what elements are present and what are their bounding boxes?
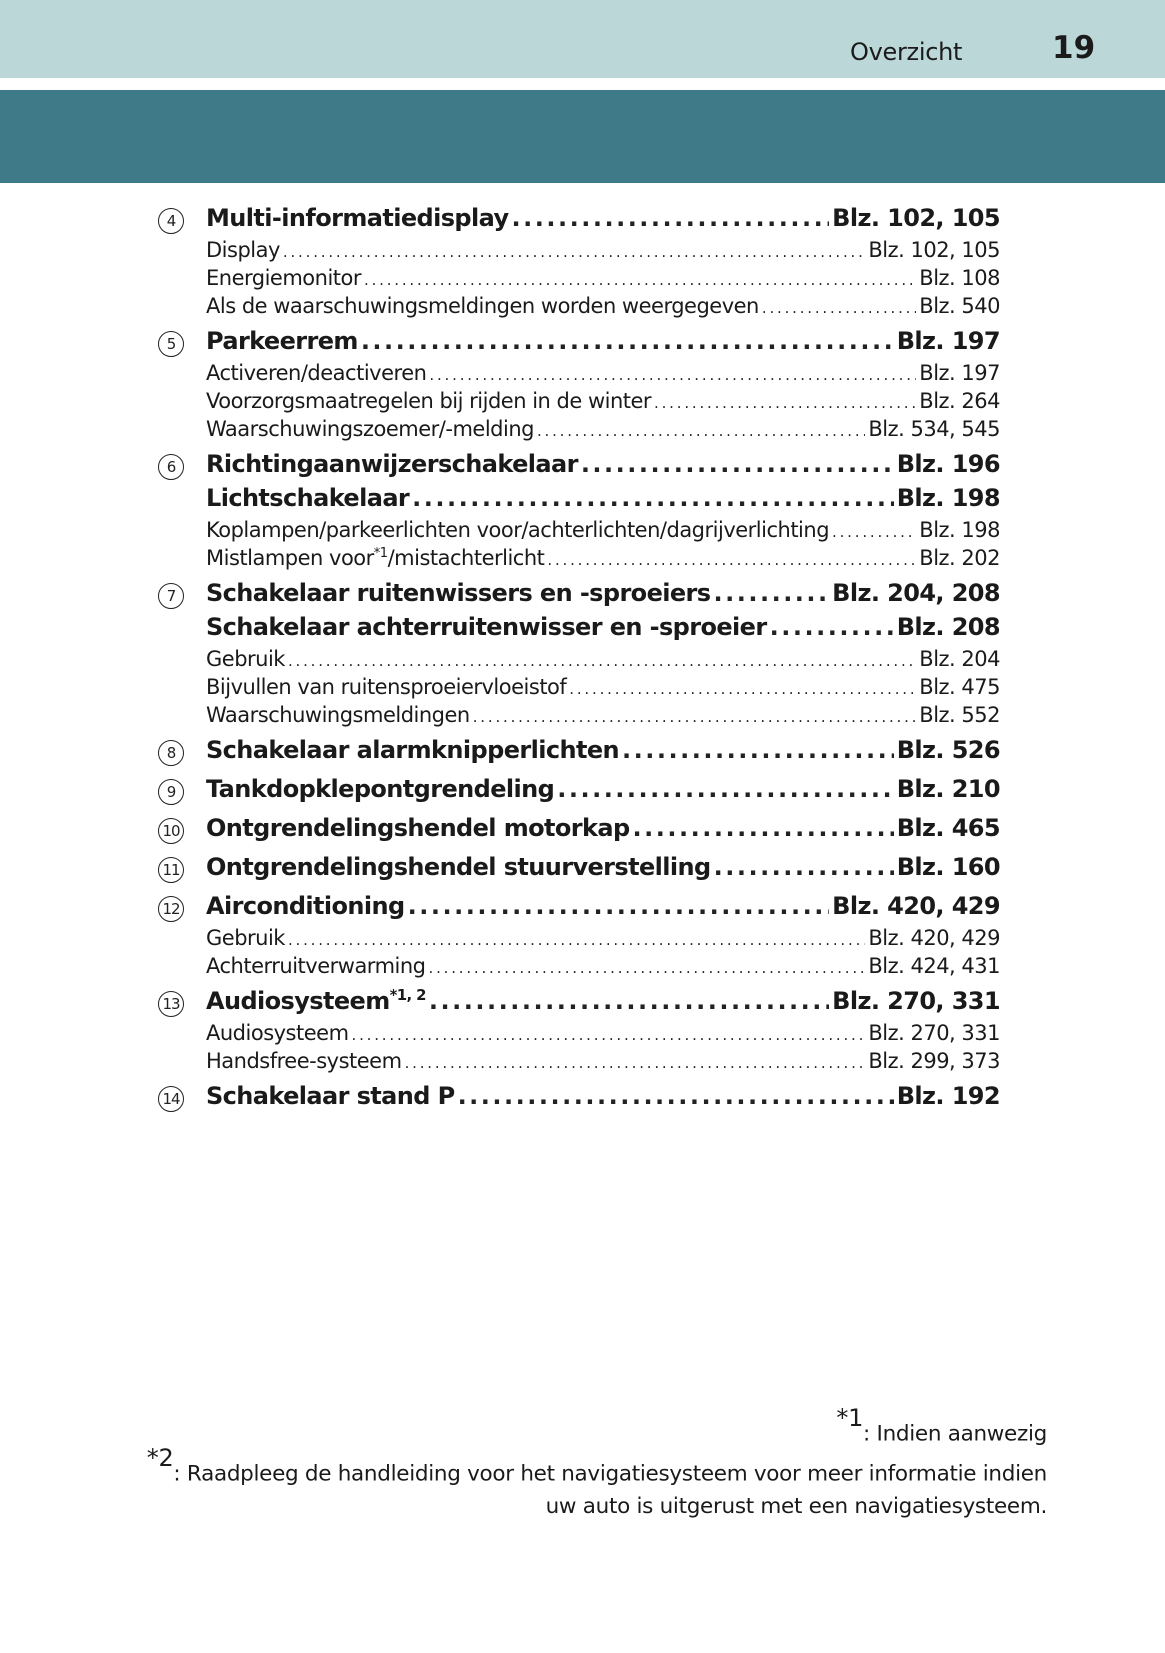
- toc-label: [206, 294, 759, 318]
- toc-label: [206, 954, 426, 978]
- page-reference: Blz. 420, 429: [868, 926, 1000, 950]
- toc-label-text: Schakelaar alarmknipperlichten: [206, 736, 620, 764]
- toc-label-text: Ontgrendelingshendel stuurverstelling: [206, 853, 711, 881]
- chapter-band: [0, 90, 1165, 183]
- page-reference: Blz. 196: [896, 450, 1000, 478]
- toc-subitem: [206, 675, 1000, 703]
- toc-label-text: Tankdopklepontgrendeling: [206, 775, 555, 803]
- dot-leader: [458, 1082, 894, 1110]
- dot-leader: [537, 422, 865, 440]
- footnotes: [127, 1404, 1047, 1523]
- toc-label-text: Multi-informatiedisplay: [206, 204, 509, 232]
- toc-label: [206, 703, 470, 727]
- toc-label-text: Activeren/deactiveren: [206, 361, 427, 385]
- page-reference: Blz. 102, 105: [832, 204, 1000, 232]
- toc-heading: [206, 579, 1000, 613]
- toc-label: [206, 484, 409, 512]
- toc-subitem: [206, 1049, 1000, 1077]
- toc-entry: [158, 775, 1000, 809]
- toc-label-text: Energiemonitor: [206, 266, 362, 290]
- toc-label-text: Als de waarschuwingsmeldingen worden weergegeven: [206, 294, 759, 318]
- toc-subitem: [206, 926, 1000, 954]
- toc-label: [206, 1049, 402, 1073]
- dot-leader: [361, 327, 894, 355]
- callout-number: 8: [158, 740, 184, 766]
- callout-number: 12: [158, 896, 184, 922]
- toc-heading: [206, 775, 1000, 809]
- header-band: [0, 0, 1165, 78]
- toc-label: [206, 450, 578, 478]
- callout-number: 14: [158, 1086, 184, 1112]
- footnote-2: [127, 1444, 1047, 1522]
- dot-leader: [770, 613, 894, 641]
- dot-leader: [557, 775, 894, 803]
- page-reference: Blz. 198: [919, 518, 1000, 542]
- footnote-mark: *1: [836, 1404, 864, 1432]
- callout-number: 4: [158, 208, 184, 234]
- toc-label-text: Voorzorgsmaatregelen bij rijden in de winter: [206, 389, 652, 413]
- toc-label: [206, 675, 566, 699]
- page-reference: Blz. 475: [919, 675, 1000, 699]
- toc-label: [206, 266, 361, 290]
- page-reference: Blz. 192: [896, 1082, 1000, 1110]
- footnote-text: : Raadpleeg de handleiding voor het navigatiesysteem voor meer informatie indien uw auto is uitgerust met een navigatiesysteem.: [173, 1461, 1047, 1519]
- toc-label: [206, 579, 710, 607]
- toc-heading: [206, 450, 1000, 484]
- dot-leader: [622, 736, 894, 764]
- callout-number: 6: [158, 454, 184, 480]
- dot-leader: [633, 814, 894, 842]
- toc-label: [206, 647, 285, 671]
- callout-number: 10: [158, 818, 184, 844]
- dot-leader: [713, 579, 829, 607]
- page-reference: Blz. 210: [896, 775, 1000, 803]
- toc-entry: [158, 1082, 1000, 1116]
- page-reference: Blz. 270, 331: [832, 987, 1000, 1015]
- toc-label-text: Handsfree-systeem: [206, 1049, 402, 1073]
- toc-label-text: Lichtschakelaar: [206, 484, 410, 512]
- toc-entry: [158, 853, 1000, 887]
- dot-leader: [412, 484, 894, 512]
- callout-number: 11: [158, 857, 184, 883]
- page-reference: Blz. 465: [896, 814, 1000, 842]
- toc-entry: [158, 814, 1000, 848]
- toc-label: [206, 417, 534, 441]
- toc-label-text: Waarschuwingszoemer/-melding: [206, 417, 534, 441]
- footnote-ref: *1: [373, 546, 388, 562]
- dot-leader: [288, 931, 865, 949]
- toc-subitem: [206, 361, 1000, 389]
- dot-leader: [288, 652, 916, 670]
- toc-label-text: Schakelaar stand P: [206, 1082, 455, 1110]
- toc-entry: [158, 579, 1000, 731]
- footnote-mark: *2: [146, 1444, 174, 1473]
- toc-heading: [206, 204, 1000, 238]
- toc-entry: [158, 987, 1000, 1077]
- toc-label-text: Koplampen/parkeerlichten voor/achterlichten/dagrijverlichting: [206, 518, 830, 542]
- toc-list: [158, 204, 1000, 1121]
- footnote-ref: *1, 2: [389, 986, 426, 1005]
- page-reference: Blz. 204, 208: [832, 579, 1000, 607]
- toc-label-text: /mistachterlicht: [387, 546, 545, 570]
- page-reference: Blz. 102, 105: [868, 238, 1000, 262]
- dot-leader: [512, 204, 830, 232]
- toc-label-text: Richtingaanwijzerschakelaar: [206, 450, 578, 478]
- footnote-1: [127, 1404, 1047, 1447]
- section-title: Overzicht: [850, 38, 963, 66]
- toc-label: [206, 814, 630, 842]
- toc-label: [206, 736, 619, 764]
- toc-label-text: Achterruitverwarming: [206, 954, 426, 978]
- toc-heading: [206, 814, 1000, 848]
- dot-leader: [654, 394, 916, 412]
- toc-label-text: Display: [206, 238, 280, 262]
- toc-subitem: [206, 389, 1000, 417]
- page-reference: Blz. 424, 431: [868, 954, 1000, 978]
- toc-heading: [206, 1082, 1000, 1116]
- dot-leader: [762, 299, 916, 317]
- toc-label: [206, 1021, 349, 1045]
- toc-entry: [158, 892, 1000, 982]
- dot-leader: [408, 892, 830, 920]
- toc-heading: [206, 484, 1000, 518]
- toc-label-text: Schakelaar ruitenwissers en -sproeiers: [206, 579, 711, 607]
- toc-label: [206, 238, 280, 262]
- page-reference: Blz. 540: [919, 294, 1000, 318]
- toc-subitem: [206, 294, 1000, 322]
- dot-leader: [473, 708, 917, 726]
- toc-label: [206, 327, 358, 355]
- toc-heading: [206, 736, 1000, 770]
- toc-entry: [158, 204, 1000, 322]
- toc-label: [206, 389, 651, 413]
- page-reference: Blz. 208: [896, 613, 1000, 641]
- toc-label-text: Gebruik: [206, 926, 285, 950]
- dot-leader: [364, 271, 916, 289]
- toc-label-text: Waarschuwingsmeldingen: [206, 703, 470, 727]
- toc-heading: [206, 892, 1000, 926]
- page-reference: Blz. 534, 545: [868, 417, 1000, 441]
- dot-leader: [429, 987, 829, 1015]
- page-reference: Blz. 197: [896, 327, 1000, 355]
- toc-entry: [158, 450, 1000, 574]
- page-reference: Blz. 526: [896, 736, 1000, 764]
- toc-entry: [158, 736, 1000, 770]
- dot-leader: [352, 1026, 866, 1044]
- toc-label-text: Audiosysteem: [206, 987, 390, 1015]
- page-reference: Blz. 552: [919, 703, 1000, 727]
- toc-subitem: [206, 518, 1000, 546]
- toc-subitem: [206, 647, 1000, 675]
- dot-leader: [714, 853, 894, 881]
- toc-label-text: Schakelaar achterruitenwisser en -sproeier: [206, 613, 767, 641]
- toc-label: [206, 613, 767, 641]
- page-reference: Blz. 264: [919, 389, 1000, 413]
- callout-number: 9: [158, 779, 184, 805]
- dot-leader: [283, 243, 865, 261]
- toc-subitem: [206, 703, 1000, 731]
- footnote-text: : Indien aanwezig: [863, 1421, 1047, 1447]
- toc-label: [206, 204, 509, 232]
- toc-subitem: [206, 266, 1000, 294]
- toc-subitem: [206, 1021, 1000, 1049]
- dot-leader: [569, 680, 916, 698]
- dot-leader: [832, 523, 916, 541]
- dot-leader: [581, 450, 894, 478]
- toc-subitem: [206, 546, 1000, 574]
- toc-label-text: Airconditioning: [206, 892, 405, 920]
- toc-label: [206, 892, 405, 920]
- page-reference: Blz. 108: [919, 266, 1000, 290]
- page-reference: Blz. 204: [919, 647, 1000, 671]
- toc-subitem: [206, 417, 1000, 445]
- header-gap: [0, 78, 1165, 90]
- toc-label: [206, 546, 544, 570]
- toc-label: [206, 775, 554, 803]
- page-reference: Blz. 202: [919, 546, 1000, 570]
- toc-label-text: Gebruik: [206, 647, 285, 671]
- toc-label: [206, 853, 711, 881]
- toc-label-text: Bijvullen van ruitensproeiervloeistof: [206, 675, 567, 699]
- toc-heading: [206, 327, 1000, 361]
- page-reference: Blz. 198: [896, 484, 1000, 512]
- dot-leader: [547, 551, 916, 569]
- toc-heading: [206, 853, 1000, 887]
- toc-label-text: Ontgrendelingshendel motorkap: [206, 814, 630, 842]
- toc-heading: [206, 613, 1000, 647]
- page-reference: Blz. 197: [919, 361, 1000, 385]
- dot-leader: [405, 1054, 866, 1072]
- toc-label-text: Mistlampen voor: [206, 546, 374, 570]
- page-reference: Blz. 270, 331: [868, 1021, 1000, 1045]
- toc-subitem: [206, 238, 1000, 266]
- callout-number: 5: [158, 331, 184, 357]
- toc-label-text: Audiosysteem: [206, 1021, 349, 1045]
- toc-label: [206, 361, 426, 385]
- toc-label: [206, 987, 426, 1015]
- toc-label-text: Parkeerrem: [206, 327, 358, 355]
- toc-subitem: [206, 954, 1000, 982]
- dot-leader: [429, 366, 916, 384]
- page-number: 19: [1052, 30, 1096, 66]
- toc-label: [206, 926, 285, 950]
- toc-heading: [206, 987, 1000, 1021]
- dot-leader: [429, 959, 866, 977]
- page-reference: Blz. 420, 429: [832, 892, 1000, 920]
- page-reference: Blz. 160: [896, 853, 1000, 881]
- toc-label: [206, 1082, 455, 1110]
- toc-entry: [158, 327, 1000, 445]
- toc-label: [206, 518, 829, 542]
- callout-number: 7: [158, 583, 184, 609]
- callout-number: 13: [158, 991, 184, 1017]
- page-reference: Blz. 299, 373: [868, 1049, 1000, 1073]
